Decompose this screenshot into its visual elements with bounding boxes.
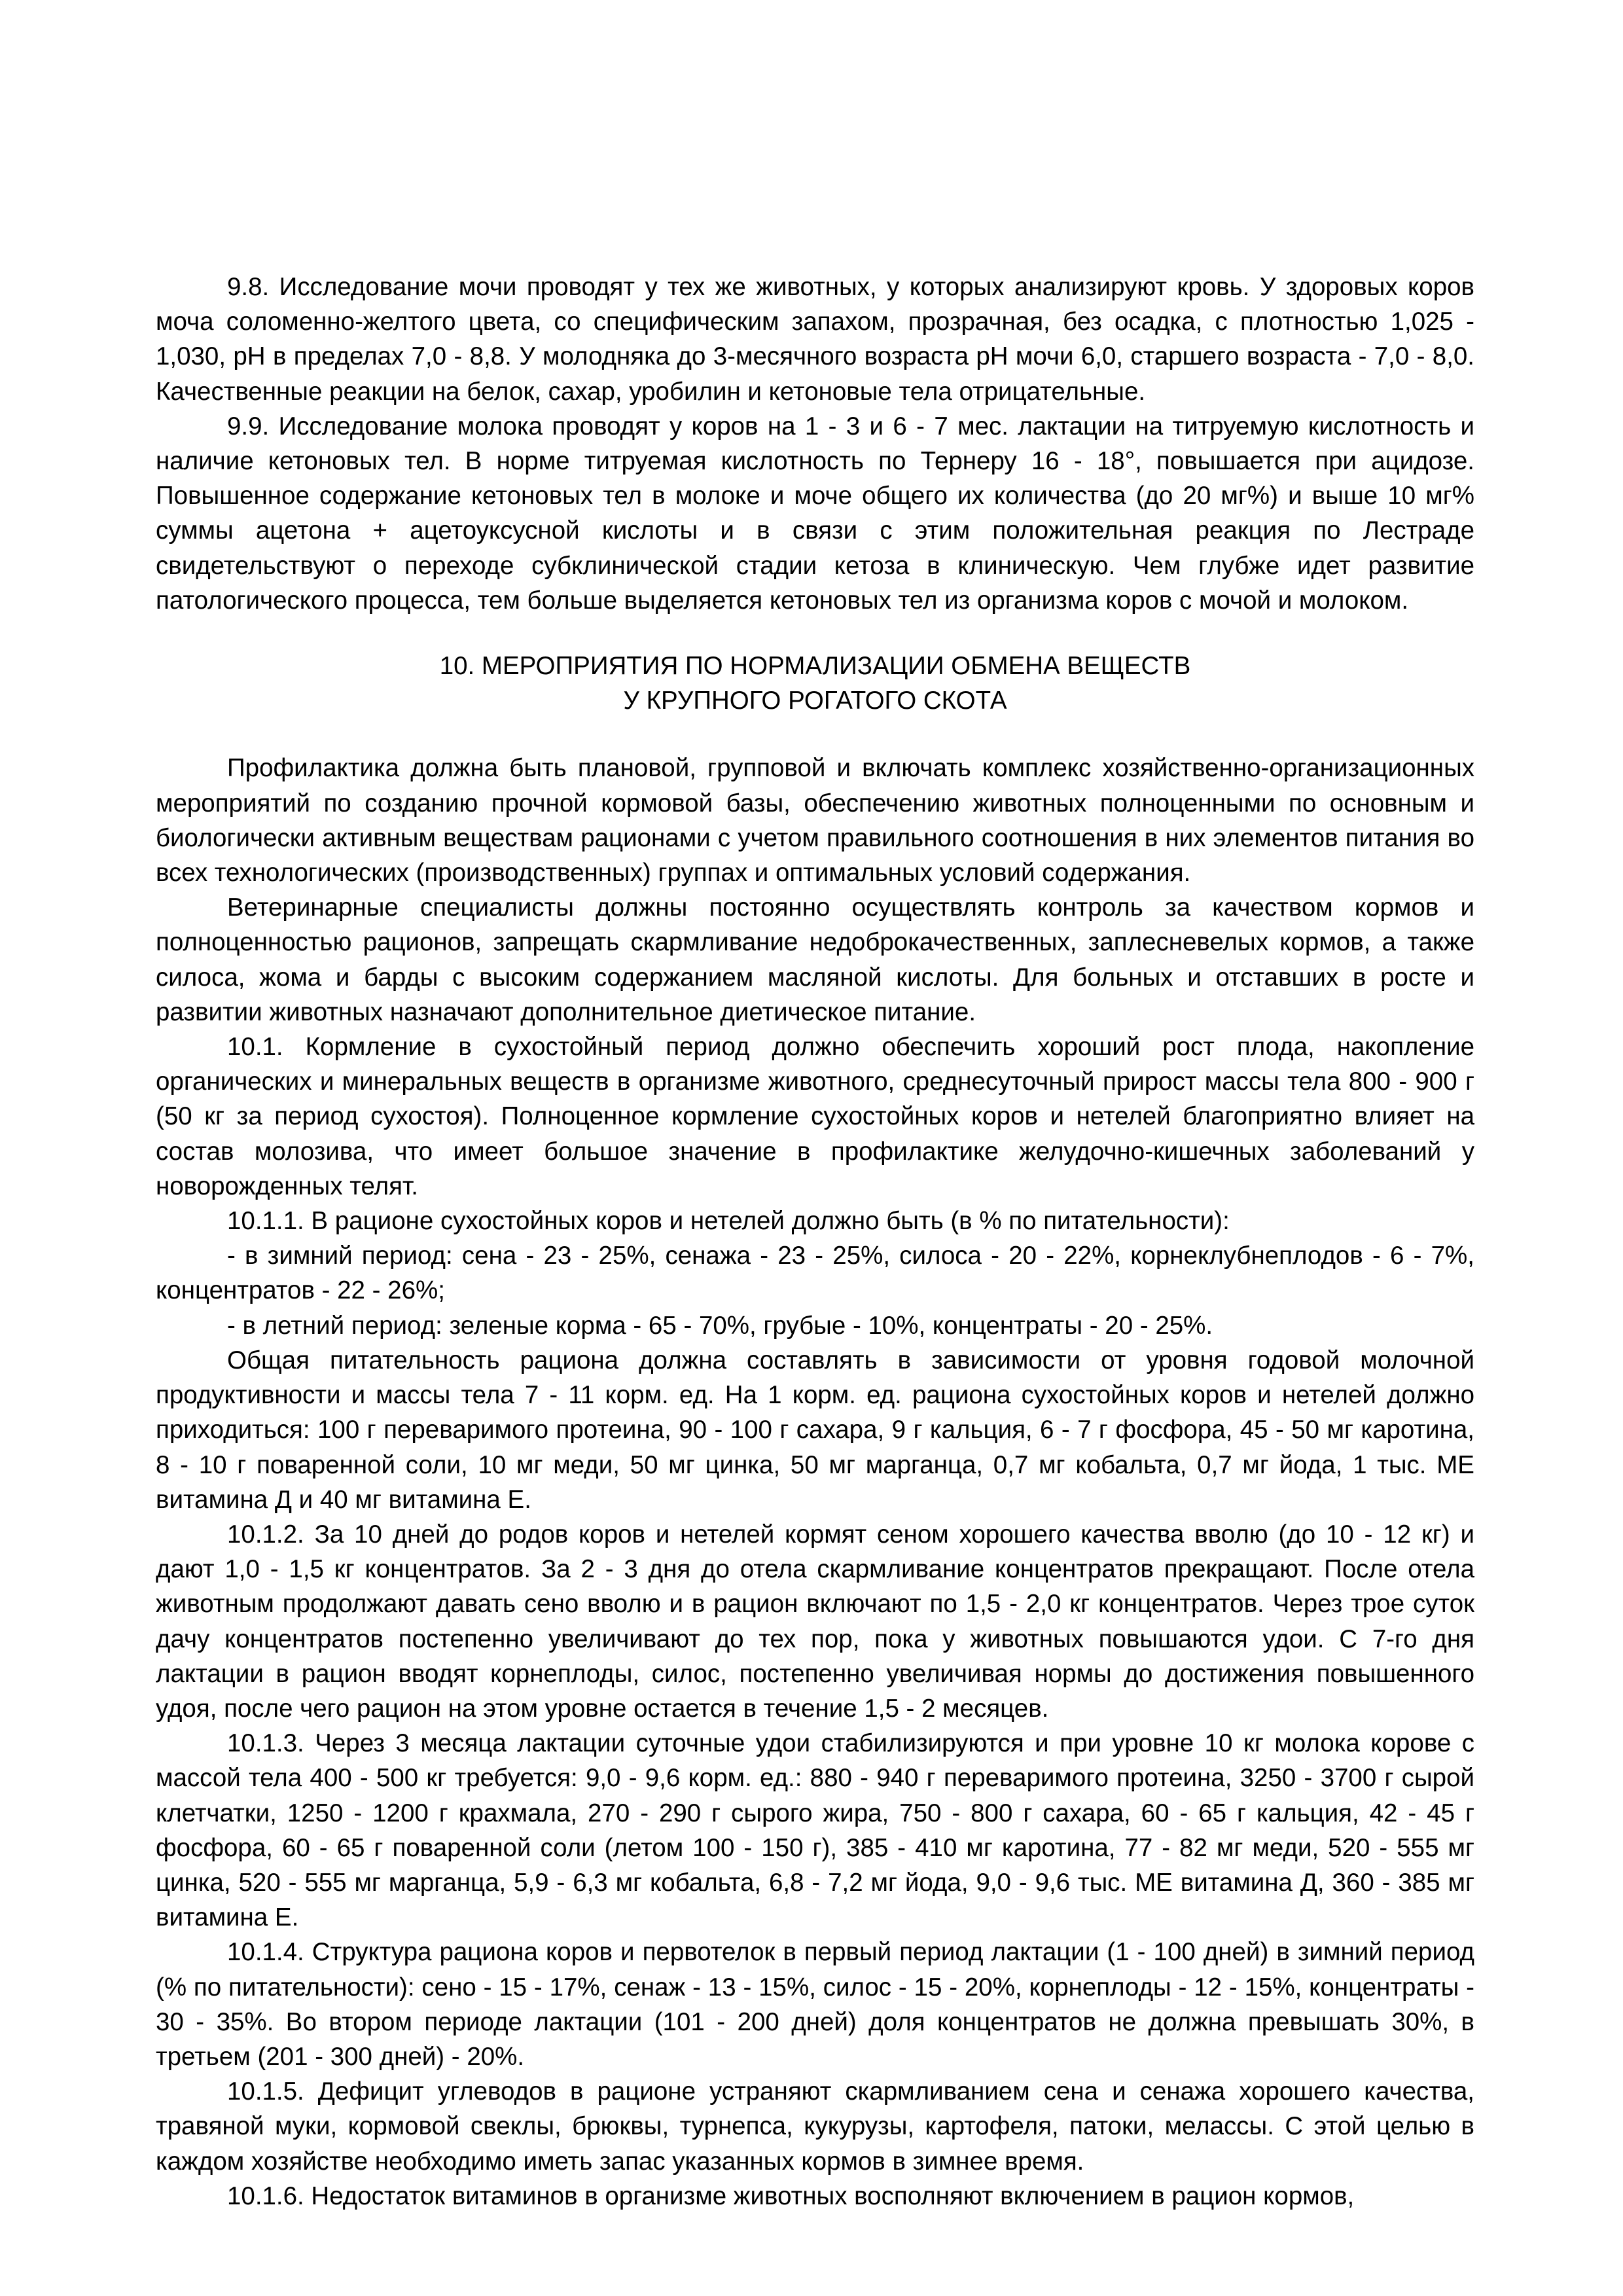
paragraph-10-1-6: 10.1.6. Недостаток витаминов в организме животных восполняют включением в рацион кормов,: [227, 2181, 1355, 2210]
paragraph-prevention: Профилактика должна быть плановой, групповой и включать комплекс хозяйственно-организационных мероприятий по созданию прочной кормовой базы, обеспечению животных полноценными по основным и биологически активным веществам рационами с учетом правильного соотношения в них элементов питания во всех технологических (производственных) группах и оптимальных условий содержания.: [156, 754, 1474, 888]
list-item-summer: - в летний период: зеленые корма - 65 - 70%, грубые - 10%, концентраты - 20 - 25%.: [227, 1311, 1213, 1340]
paragraph-10-1-5: 10.1.5. Дефицит углеводов в рационе устраняют скармливанием сена и сенажа хорошего качества, травяной муки, кормовой свеклы, брюквы, турнепса, кукурузы, картофеля, патоки, мелассы. С этой целью в каждом хозяйстве необходимо иметь запас указанных кормов в зимнее время.: [156, 2077, 1474, 2176]
paragraph-10-1-3: 10.1.3. Через 3 месяца лактации суточные удои стабилизируются и при уровне 10 кг молока корове с массой тела 400 - 500 кг требуется: 9,0 - 9,6 корм. ед.: 880 - 940 г переваримого протеина, 3250 - 3700 г сырой клетчатки, 1250 - 1200 г крахмала, 270 - 290 г сырого жира, 750 - 800 г сахара, 60 - 65 г кальция, 42 - 45 г фосфора, 60 - 65 г поваренной соли (летом 100 - 150 г), 385 - 410 мг каротина, 77 - 82 мг меди, 520 - 555 мг цинка, 520 - 555 мг марганца, 5,9 - 6,3 мг кобальта, 6,8 - 7,2 мг йода, 9,0 - 9,6 тыс. МЕ витамина Д, 360 - 385 мг витамина Е.: [156, 1729, 1474, 1932]
document-body: [156, 270, 1474, 2214]
section-heading-line-1: 10. МЕРОПРИЯТИЯ ПО НОРМАЛИЗАЦИИ ОБМЕНА ВЕЩЕСТВ: [439, 652, 1191, 681]
paragraph-10-1: 10.1. Кормление в сухостойный период должно обеспечить хороший рост плода, накопление органических и минеральных веществ в организме животного, среднесуточный прирост массы тела 800 - 900 г (50 кг за период сухостоя). Полноценное кормление сухостойных коров и нетелей благоприятно влияет на состав молозива, что имеет большое значение в профилактике желудочно-кишечных заболеваний у новорожденных телят.: [156, 1033, 1474, 1200]
paragraph-10-1-1: 10.1.1. В рационе сухостойных коров и нетелей должно быть (в % по питательности):: [227, 1207, 1230, 1236]
section-heading-line-2: У КРУПНОГО РОГАТОГО СКОТА: [623, 687, 1007, 715]
paragraph-vet-control: Ветеринарные специалисты должны постоянно осуществлять контроль за качеством кормов и полноценностью рационов, запрещать скармливание недоброкачественных, заплесневелых кормов, а также силоса, жома и барды с высоким содержанием масляной кислоты. Для больных и отставших в росте и развитии животных назначают дополнительное диетическое питание.: [156, 893, 1474, 1026]
paragraph-9-8: 9.8. Исследование мочи проводят у тех же животных, у которых анализируют кровь. У здоровых коров моча соломенно-желтого цвета, со специфическим запахом, прозрачная, без осадка, с плотностью 1,025 - 1,030, pH в пределах 7,0 - 8,8. У молодняка до 3-месячного возраста pH мочи 6,0, старшего возраста - 7,0 - 8,0. Качественные реакции на белок, сахар, уробилин и кетоновые тела отрицательные.: [156, 273, 1474, 406]
paragraph-9-9: 9.9. Исследование молока проводят у коров на 1 - 3 и 6 - 7 мес. лактации на титруемую кислотность и наличие кетоновых тел. В норме титруемая кислотность по Тернеру 16 - 18°, повышается при ацидозе. Повышенное содержание кетоновых тел в молоке и моче общего их количества (до 20 мг%) и выше 10 мг% суммы ацетона + ацетоуксусной кислоты и в связи с этим положительная реакция по Лестраде свидетельствуют о переходе субклинической стадии кетоза в клиническую. Чем глубже идет развитие патологического процесса, тем больше выделяется кетоновых тел из организма коров с мочой и молоком.: [156, 412, 1474, 615]
paragraph-10-1-4: 10.1.4. Структура рациона коров и первотелок в первый период лактации (1 - 100 дней) в зимний период (% по питательности): сено - 15 - 17%, сенаж - 13 - 15%, силос - 15 - 20%, корнеплоды - 12 - 15%, концентраты - 30 - 35%. Во втором периоде лактации (101 - 200 дней) доля концентратов не должна превышать 30%, в третьем (201 - 300 дней) - 20%.: [156, 1938, 1474, 2071]
paragraph-total-nutrition: Общая питательность рациона должна составлять в зависимости от уровня годовой молочной продуктивности и массы тела 7 - 11 корм. ед. На 1 корм. ед. рациона сухостойных коров и нетелей должно приходиться: 100 г переваримого протеина, 90 - 100 г сахара, 9 г кальция, 6 - 7 г фосфора, 45 - 50 мг каротина, 8 - 10 г поваренной соли, 10 мг меди, 50 мг цинка, 50 мг марганца, 0,7 мг кобальта, 0,7 мг йода, 1 тыс. МЕ витамина Д и 40 мг витамина Е.: [156, 1346, 1474, 1514]
paragraph-10-1-2: 10.1.2. За 10 дней до родов коров и нетелей кормят сеном хорошего качества вволю (до 10 - 12 кг) и дают 1,0 - 1,5 кг концентратов. За 2 - 3 дня до отела скармливание концентратов прекращают. После отела животным продолжают давать сено вволю и в рацион включают по 1,5 - 2,0 кг концентратов. Через трое суток дачу концентратов постепенно увеличивают до тех пор, пока у животных повышаются удои. С 7-го дня лактации в рацион вводят корнеплоды, силос, постепенно увеличивая нормы до достижения повышенного удоя, после чего рацион на этом уровне остается в течение 1,5 - 2 месяцев.: [156, 1520, 1474, 1723]
list-item-winter: - в зимний период: сена - 23 - 25%, сенажа - 23 - 25%, силоса - 20 - 22%, корнеклубнеплодов - 6 - 7%, концентратов - 22 - 26%;: [156, 1242, 1474, 1305]
section-heading: [156, 649, 1474, 718]
